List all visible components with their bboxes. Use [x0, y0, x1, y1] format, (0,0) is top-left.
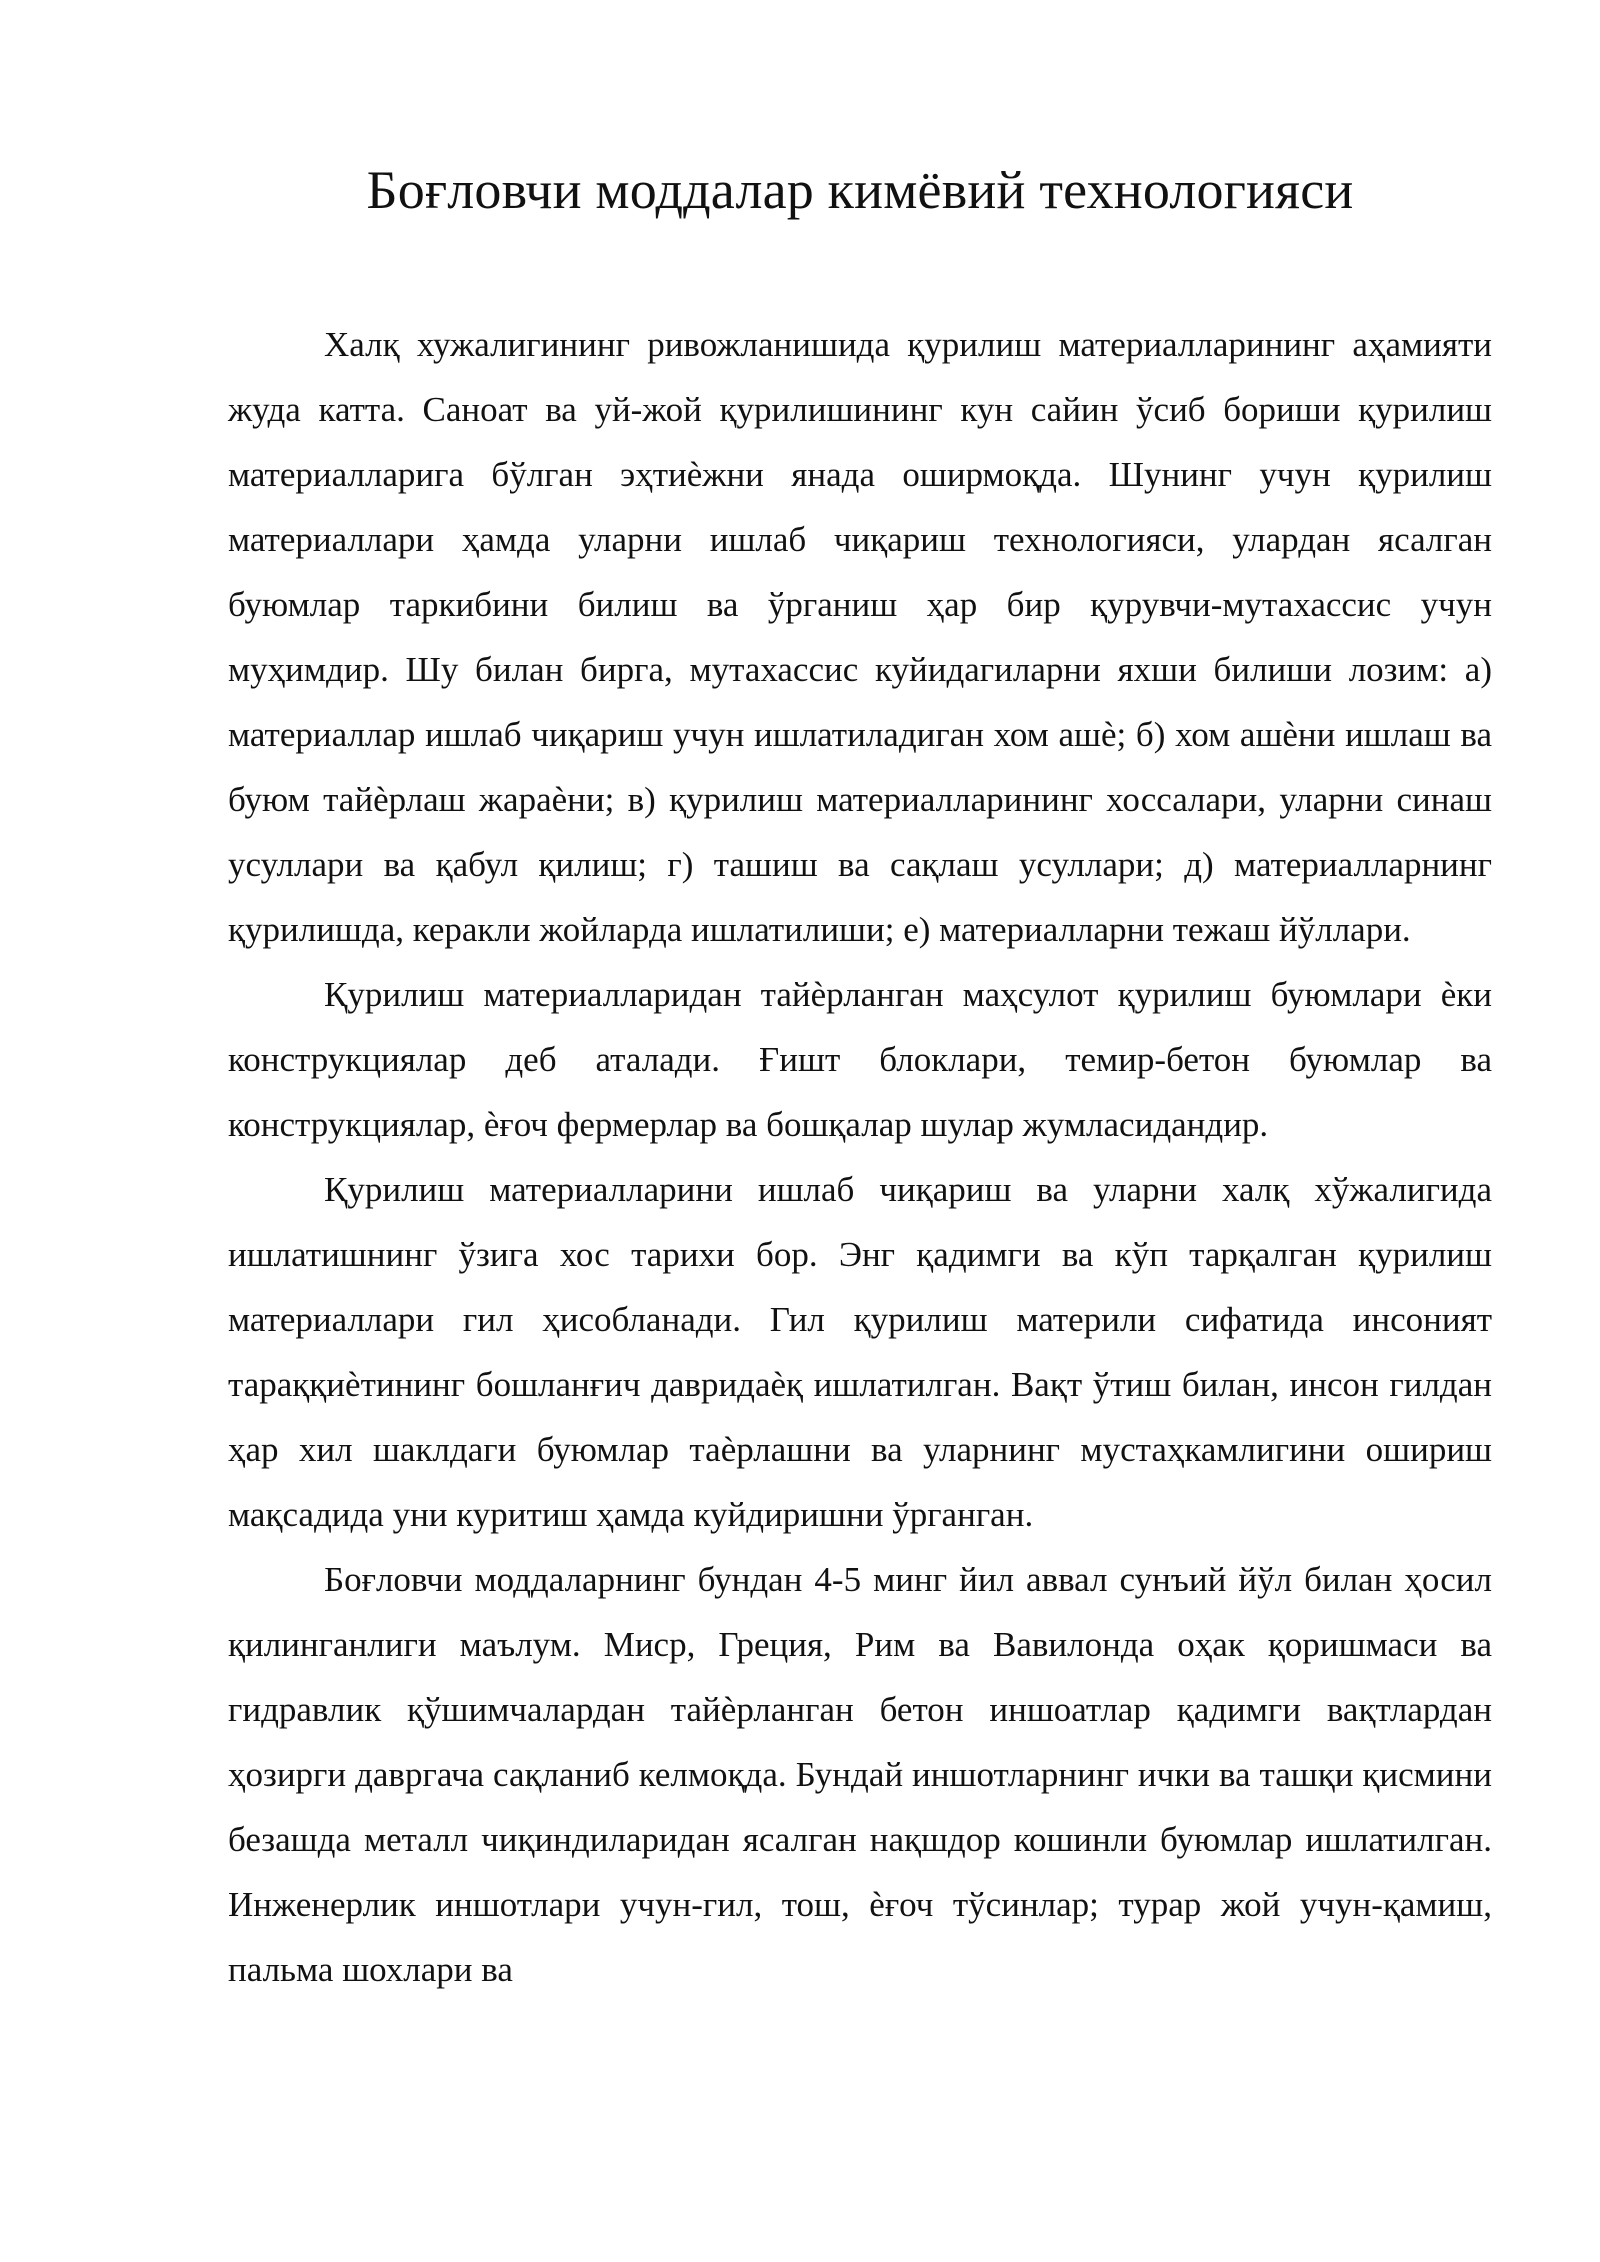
- paragraph-4: Боғловчи моддаларнинг бундан 4-5 минг йил аввал сунъий йўл билан ҳосил қилинганлиги маълум. Миср, Греция, Рим ва Вавилонда оҳак қоришмаси ва гидравлик қўшимчалардан тайѐрланган бетон иншоатлар қадимги вақтлардан ҳозирги давргача сақланиб келмоқда. Бундай иншотларнинг ички ва ташқи қисмини безашда металл чиқиндиларидан ясалган нақшдор кошинли буюмлар ишлатилган. Инженерлик иншотлари учун-гил, тош, ѐғоч тўсинлар; турар жой учун-қамиш, пальма шохлари ва: [228, 1560, 1492, 1989]
- paragraph-3: Қурилиш материалларини ишлаб чиқариш ва уларни халқ хўжалигида ишлатишнинг ўзига хос тарихи бор. Энг қадимги ва кўп тарқалган қурилиш материаллари гил ҳисобланади. Гил қурилиш материли сифатида инсоният тараққиѐтининг бошланғич давридаѐқ ишлатилган. Вақт ўтиш билан, инсон гилдан ҳар хил шаклдаги буюмлар таѐрлашни ва уларнинг мустаҳкамлигини ошириш мақсадида уни куритиш ҳамда куйдиришни ўрганган.: [228, 1170, 1492, 1534]
- document-body: [228, 312, 1492, 2002]
- paragraph-2: Қурилиш материалларидан тайѐрланган маҳсулот қурилиш буюмлари ѐки конструкциялар деб аталади. Ғишт блоклари, темир-бетон буюмлар ва конструкциялар, ѐғоч фермерлар ва бошқалар шулар жумласидандир.: [228, 975, 1492, 1144]
- document-title: Боғловчи моддалар кимёвий технологияси: [366, 160, 1354, 220]
- paragraph-1: Халқ хужалигининг ривожланишида қурилиш материалларининг аҳамияти жуда катта. Саноат ва уй-жой қурилишининг кун сайин ўсиб бориши қурилиш материалларига бўлган эҳтиѐжни янада оширмоқда. Шунинг учун қурилиш материаллари ҳамда уларни ишлаб чиқариш технологияси, улардан ясалган буюмлар таркибини билиш ва ўрганиш ҳар бир қурувчи-мутахассис учун муҳимдир. Шу билан бирга, мутахассис куйидагиларни яхши билиши лозим: а) материаллар ишлаб чиқариш учун ишлатиладиган хом ашѐ; б) хом ашѐни ишлаш ва буюм тайѐрлаш жараѐни; в) қурилиш материалларининг хоссалари, уларни синаш усуллари ва қабул қилиш; г) ташиш ва сақлаш усуллари; д) материалларнинг қурилишда, керакли жойларда ишлатилиши; е) материалларни тежаш йўллари.: [228, 325, 1492, 949]
